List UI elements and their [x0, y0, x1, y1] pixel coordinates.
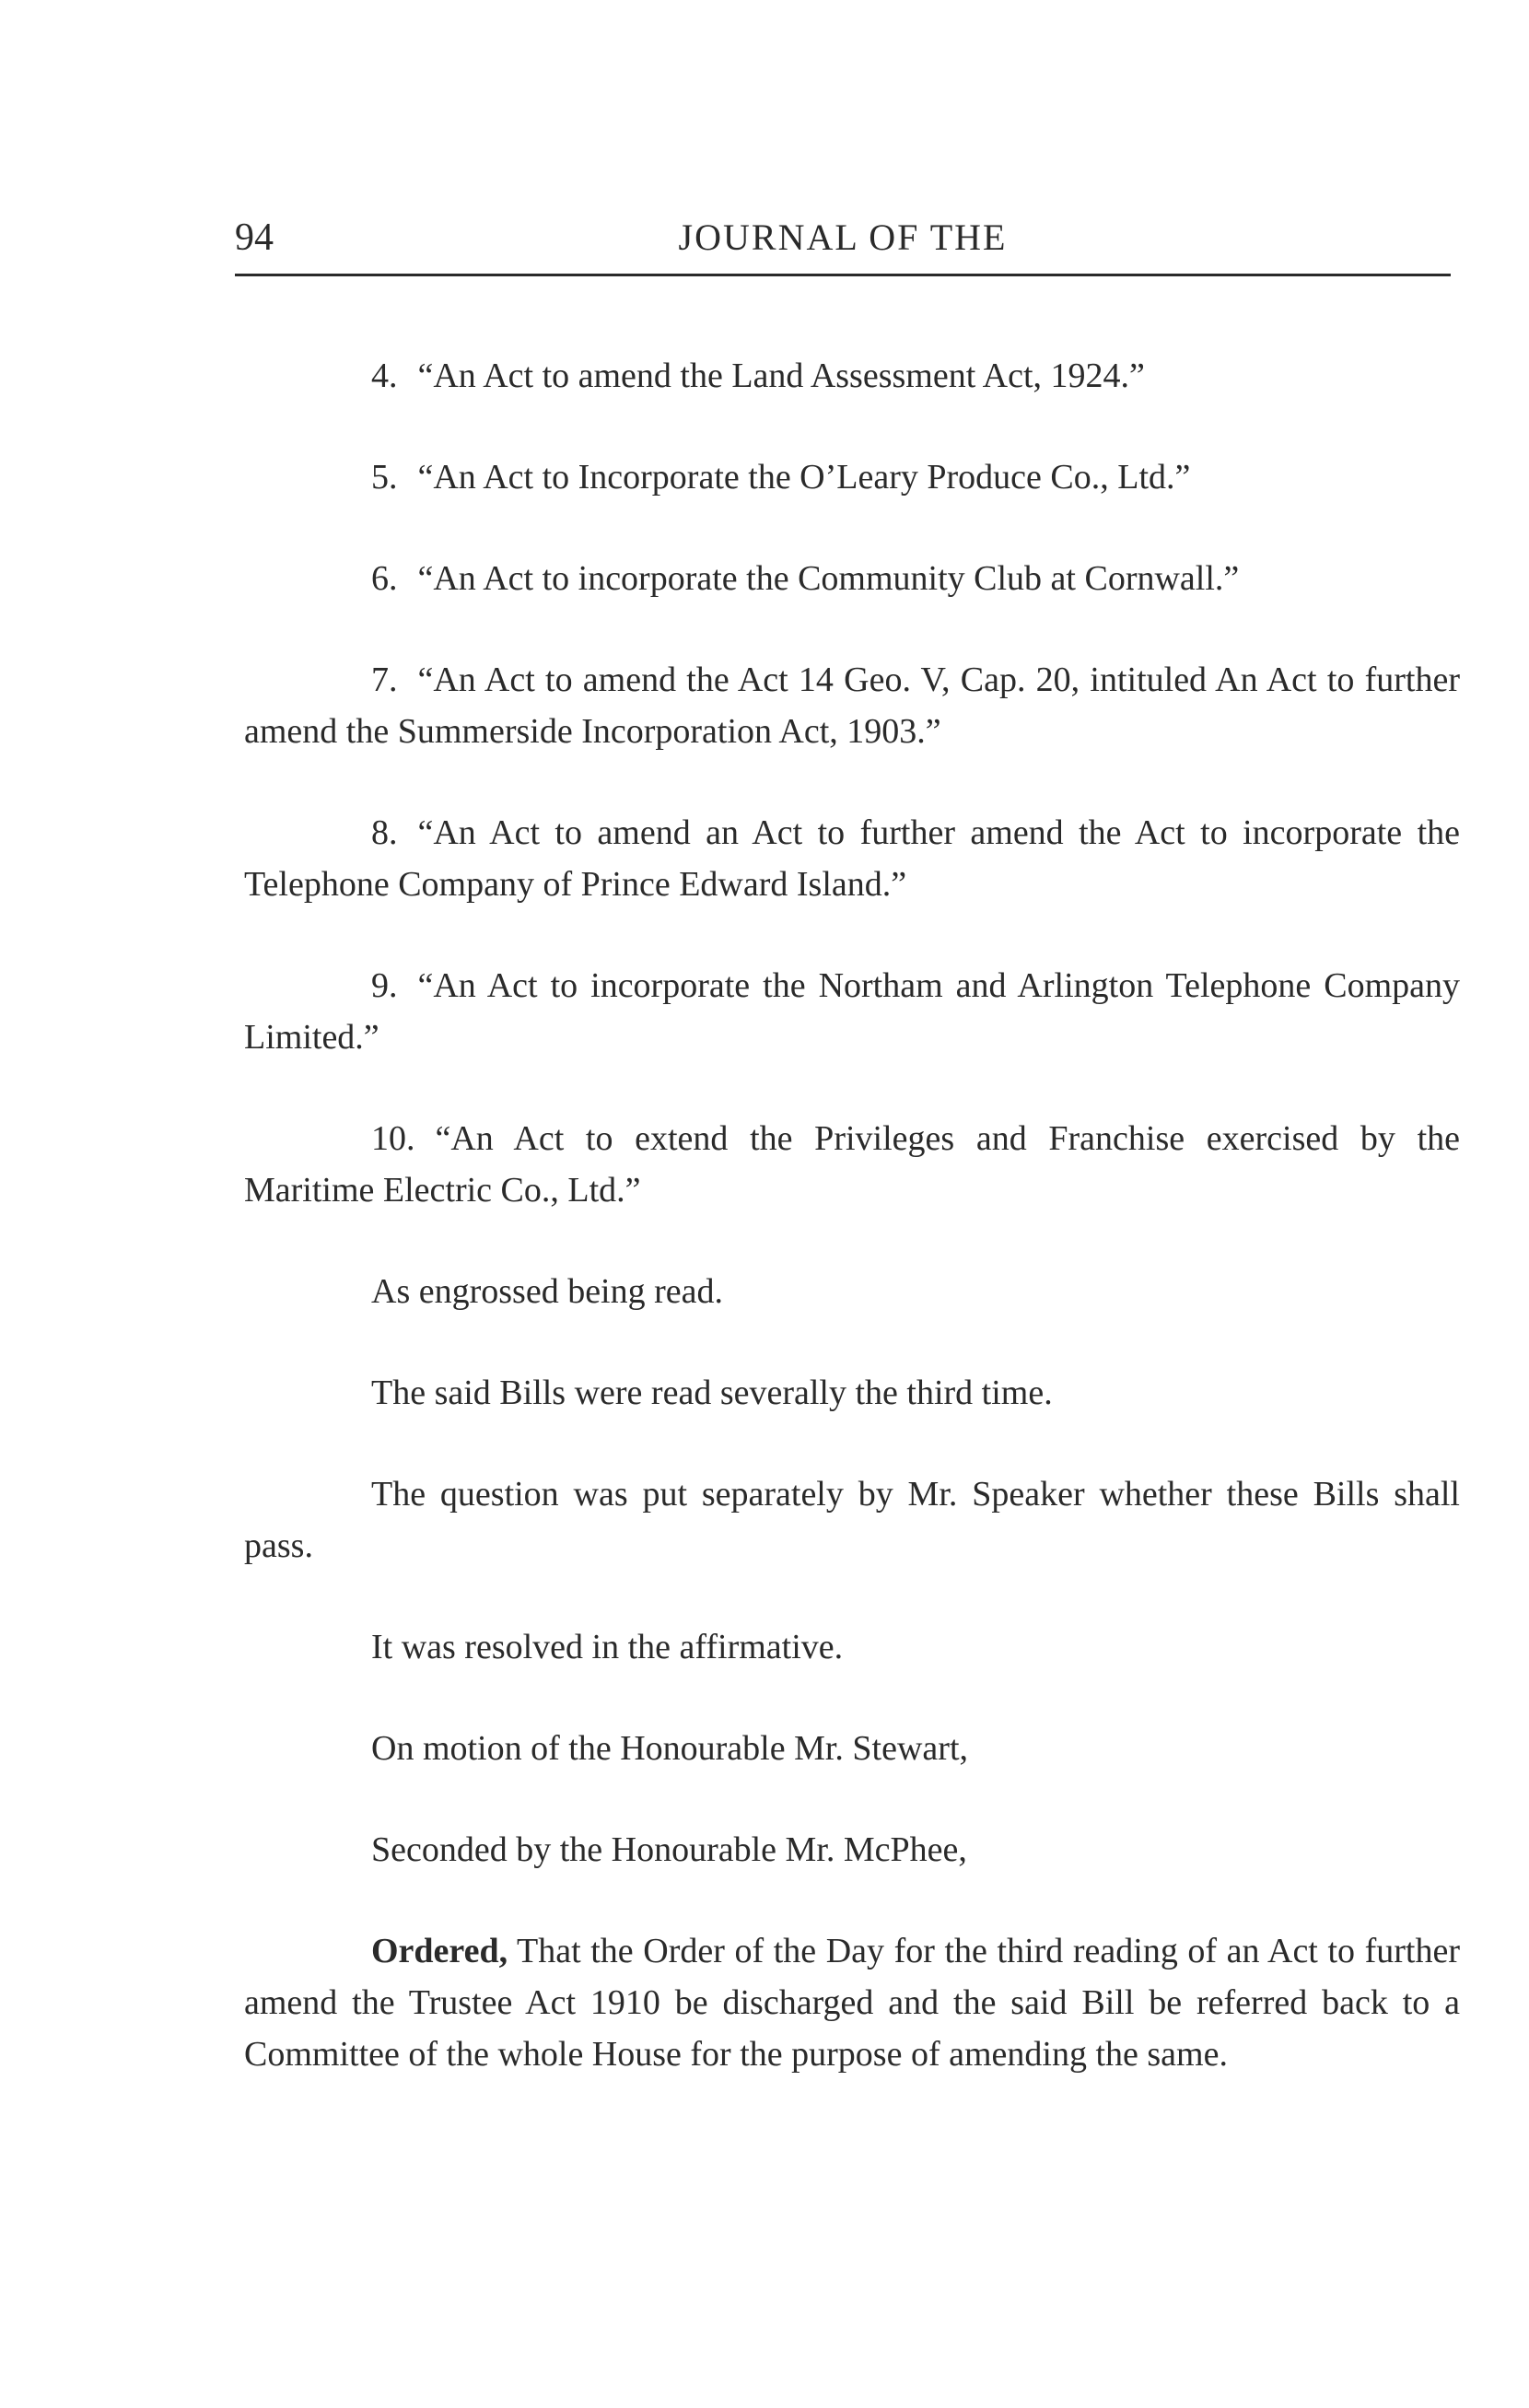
page-number: 94 — [235, 216, 274, 259]
bill-item — [244, 1113, 1460, 1216]
bill-title: “An Act to incorporate the Northam and Arlington Telephone Company Limited.” — [244, 966, 1460, 1057]
ordered-paragraph — [244, 1925, 1460, 2080]
resolution-statement: It was resolved in the affirmative. — [371, 1628, 844, 1666]
header-rule — [235, 274, 1451, 276]
ordered-label: Ordered, — [371, 1932, 508, 1970]
bill-number: 9. — [371, 966, 398, 1005]
bill-item — [244, 553, 1460, 604]
motion-statement: On motion of the Honourable Mr. Stewart, — [371, 1729, 969, 1768]
bill-title: “An Act to extend the Privileges and Franchise exercised by the Maritime Electric Co., Ltd.” — [244, 1119, 1460, 1210]
bill-item — [244, 654, 1460, 757]
ordered-text: That the Order of the Day for the third reading of an Act to further amend the Trustee Act 1910 be discharged and the said Bill be referred back to a Committee of the whole House for the purpose of amending the same. — [244, 1932, 1460, 2074]
journal-body — [244, 350, 1460, 2130]
seconded-statement: Seconded by the Honourable Mr. McPhee, — [371, 1830, 967, 1869]
bill-title: “An Act to incorporate the Community Club at Cornwall.” — [417, 559, 1240, 598]
running-title: JOURNAL OF THE — [678, 216, 1008, 258]
bill-number: 10. — [371, 1119, 415, 1158]
bill-title: “An Act to amend the Act 14 Geo. V, Cap. 20, intituled An Act to further amend the Summerside Incorporation Act, 1903.” — [244, 660, 1460, 751]
bill-item — [244, 451, 1460, 503]
bill-title: “An Act to Incorporate the O’Leary Produce Co., Ltd.” — [417, 458, 1191, 497]
question-statement: The question was put separately by Mr. Speaker whether these Bills shall pass. — [244, 1475, 1460, 1565]
third-reading-statement: The said Bills were read severally the third time. — [371, 1373, 1053, 1412]
bill-number: 5. — [371, 458, 398, 497]
bill-number: 4. — [371, 357, 398, 395]
bill-number: 8. — [371, 813, 398, 852]
bill-item — [244, 350, 1460, 402]
bill-title: “An Act to amend the Land Assessment Act, 1924.” — [417, 357, 1145, 395]
bill-number: 7. — [371, 660, 398, 699]
bill-item — [244, 960, 1460, 1063]
bill-number: 6. — [371, 559, 398, 598]
bill-title: “An Act to amend an Act to further amend the Act to incorporate the Telephone Company of Prince Edward Island.” — [244, 813, 1460, 904]
engrossed-statement: As engrossed being read. — [371, 1272, 724, 1311]
bill-item — [244, 807, 1460, 910]
page-header — [235, 214, 1451, 269]
